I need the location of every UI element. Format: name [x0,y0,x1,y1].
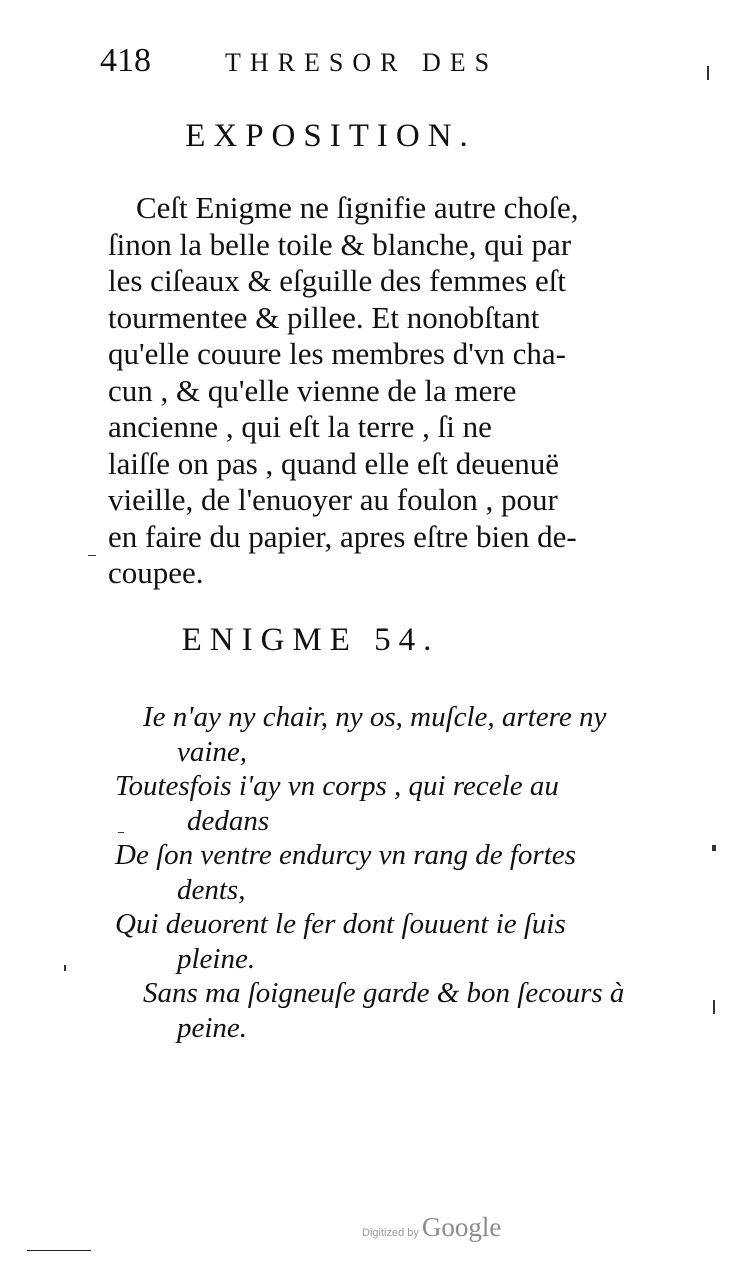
verse-line: De ſon ventre endurcy vn rang de fortes [115,839,576,871]
digitization-watermark [362,1212,501,1252]
text-line: tourmentee & pillee. Et nonobſtant [108,299,540,335]
text-line: coupee. [108,555,204,590]
enigme-verse [115,700,655,1045]
scan-speck [64,965,66,971]
text-line: qu'elle couure les membres d'vn cha- [108,336,566,371]
text-line: les ciſeaux & eſguille des femmes eſt [108,263,566,298]
verse-line: vaine, [177,735,248,768]
verse-line: peine. [177,1011,248,1044]
text-line: Ceſt Enigme ne ſignifie autre choſe, [136,190,579,225]
edge-rule [27,1250,91,1251]
scan-speck [118,832,124,833]
scan-speck [713,1000,715,1014]
text-line: vieille, de l'enuoyer au foulon , pour [108,482,558,517]
page-number: 418 [100,42,151,79]
text-line: en faire du papier, apres eſtre bien de- [108,518,577,554]
watermark-prefix: Digitized by [362,1227,419,1239]
verse-line: dedans [187,804,270,837]
section-title: EXPOSITION. [185,118,476,154]
text-line: ancienne , qui eſt la terre , ſi ne [108,409,492,444]
verse-line: Ie n'ay ny chair, ny os, muſcle, artere ny [143,701,607,733]
text-line: laiſſe on pas , quand elle eſt deuenuë [108,445,560,481]
scan-speck [707,66,709,80]
verse-line: pleine. [177,942,256,975]
scan-speck [712,845,716,851]
exposition-paragraph [108,190,638,592]
watermark-logo: Google [421,1212,502,1242]
verse-line: Sans ma ſoigneuſe garde & bon ſecours à [143,977,625,1009]
verse-line: Qui deuorent le fer dont ſouuent ie ſuis [115,908,566,940]
verse-line: dents, [177,873,246,906]
text-line: cun , & qu'elle vienne de la mere [108,372,517,408]
text-line: ſinon la belle toile & blanche, qui par [108,226,572,262]
page-header [100,42,560,86]
verse-line: Toutesfois i'ay vn corps , qui recele au [115,770,559,802]
scan-speck [88,555,96,556]
running-head: THRESOR DES [225,48,499,77]
enigme-title: ENIGME 54. [181,622,440,658]
